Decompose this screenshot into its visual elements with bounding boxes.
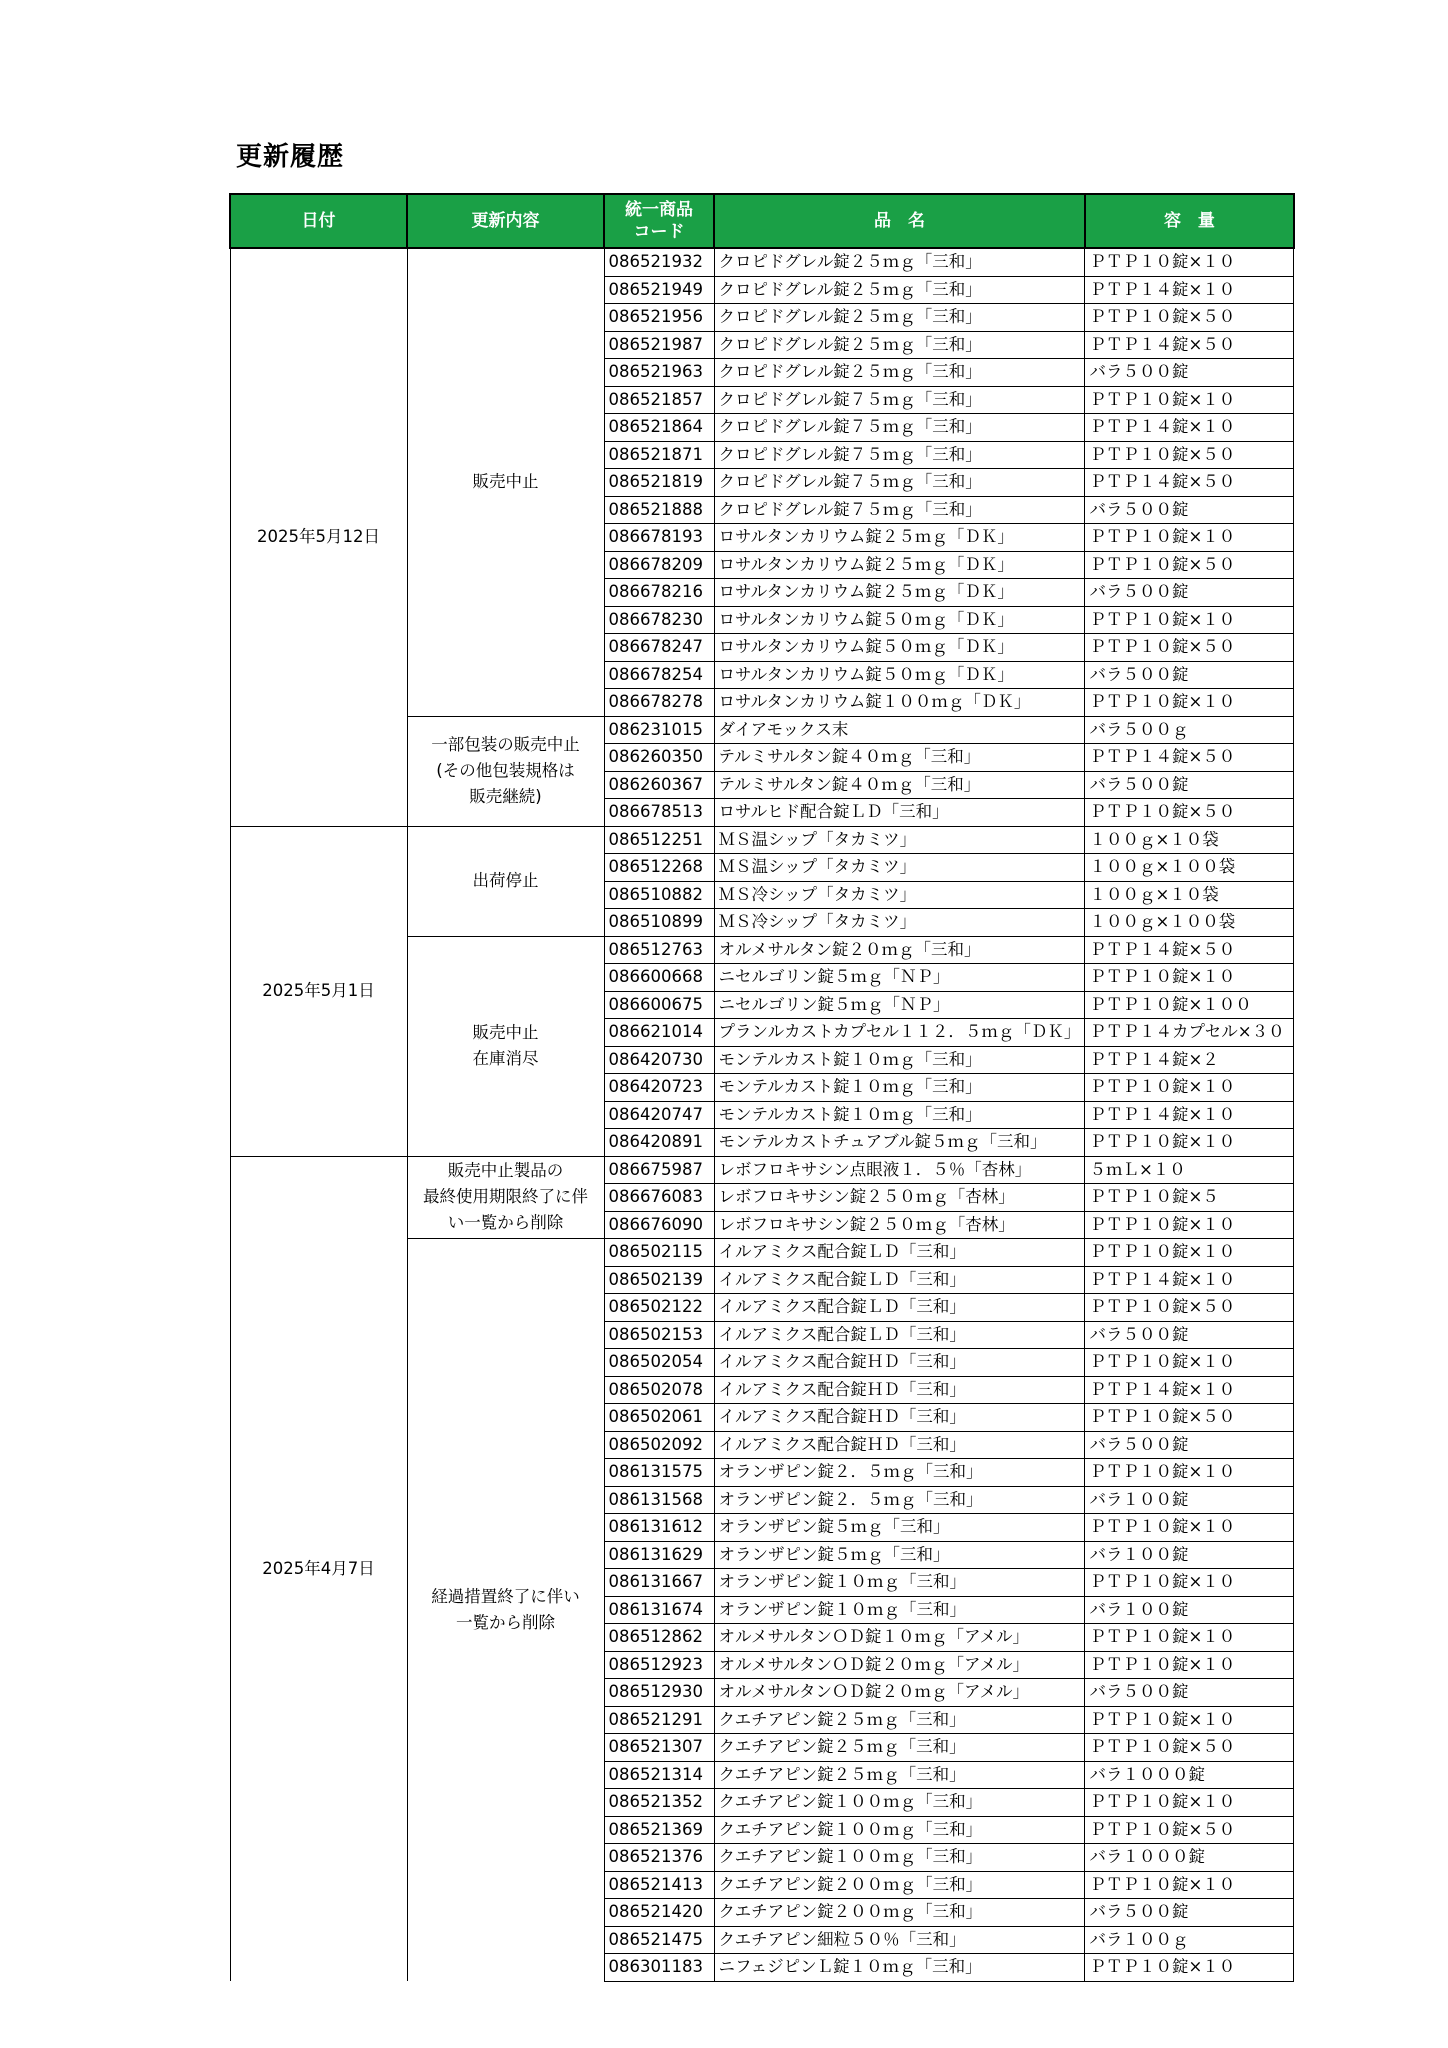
product-code: 086512862 xyxy=(604,1624,714,1652)
product-name: クエチアピン錠２００ｍｇ「三和」 xyxy=(714,1899,1085,1927)
product-code: 086521314 xyxy=(604,1761,714,1789)
product-code: 086502153 xyxy=(604,1321,714,1349)
product-capacity: ＰＴＰ１４錠×５０ xyxy=(1085,331,1294,359)
product-name: クエチアピン錠１００ｍｇ「三和」 xyxy=(714,1789,1085,1817)
product-code: 086521352 xyxy=(604,1789,714,1817)
product-name: モンテルカスト錠１０ｍｇ「三和」 xyxy=(714,1074,1085,1102)
product-capacity: ＰＴＰ１０錠×５０ xyxy=(1085,1816,1294,1844)
header-code-line1: 統一商品 xyxy=(625,200,693,220)
product-name: モンテルカスト錠１０ｍｇ「三和」 xyxy=(714,1101,1085,1129)
product-code: 086512923 xyxy=(604,1651,714,1679)
product-code: 086676090 xyxy=(604,1211,714,1239)
product-capacity: ＰＴＰ１４錠×１０ xyxy=(1085,1101,1294,1129)
product-name: オルメサルタンＯＤ錠２０ｍｇ「アメル」 xyxy=(714,1679,1085,1707)
table-header-row xyxy=(230,194,1294,248)
product-capacity: ＰＴＰ１０錠×５ xyxy=(1085,1184,1294,1212)
product-name: ロサルタンカリウム錠５０ｍｇ「ＤＫ」 xyxy=(714,634,1085,662)
product-code: 086131674 xyxy=(604,1596,714,1624)
update-content xyxy=(407,936,604,1156)
update-content-line: 一部包装の販売中止 xyxy=(431,735,580,754)
update-content-line: 販売中止製品の xyxy=(447,1161,564,1181)
product-code: 086521932 xyxy=(604,248,714,276)
update-content-line: 販売継続) xyxy=(469,787,542,806)
update-content xyxy=(407,1156,604,1239)
product-name: ロサルタンカリウム錠２５ｍｇ「ＤＫ」 xyxy=(714,524,1085,552)
product-capacity: ＰＴＰ１０錠×１００ xyxy=(1085,991,1294,1019)
product-capacity: ＰＴＰ１０錠×１０ xyxy=(1085,689,1294,717)
product-capacity: ＰＴＰ１０錠×１０ xyxy=(1085,1789,1294,1817)
product-name: ロサルタンカリウム錠２５ｍｇ「ＤＫ」 xyxy=(714,579,1085,607)
product-code: 086512268 xyxy=(604,854,714,882)
product-name: クロピドグレル錠７５ｍｇ「三和」 xyxy=(714,496,1085,524)
product-capacity: ＰＴＰ１０錠×１０ xyxy=(1085,1569,1294,1597)
product-name: イルアミクス配合錠ＨＤ「三和」 xyxy=(714,1431,1085,1459)
product-capacity: ＰＴＰ１０錠×１０ xyxy=(1085,1954,1294,1982)
product-name: クロピドグレル錠２５ｍｇ「三和」 xyxy=(714,248,1085,276)
product-name: イルアミクス配合錠ＬＤ「三和」 xyxy=(714,1239,1085,1267)
product-code: 086521987 xyxy=(604,331,714,359)
product-capacity: ＰＴＰ１４カプセル×３０ xyxy=(1085,1019,1294,1047)
product-name: イルアミクス配合錠ＬＤ「三和」 xyxy=(714,1294,1085,1322)
product-name: クロピドグレル錠２５ｍｇ「三和」 xyxy=(714,276,1085,304)
product-code: 086521307 xyxy=(604,1734,714,1762)
product-code: 086621014 xyxy=(604,1019,714,1047)
product-code: 086502139 xyxy=(604,1266,714,1294)
product-capacity: ＰＴＰ１０錠×５０ xyxy=(1085,1294,1294,1322)
product-capacity: ＰＴＰ１４錠×５０ xyxy=(1085,936,1294,964)
update-content-line: 販売中止 xyxy=(472,1023,539,1042)
product-code: 086510899 xyxy=(604,909,714,937)
product-capacity: バラ５００錠 xyxy=(1085,1899,1294,1927)
product-name: クロピドグレル錠２５ｍｇ「三和」 xyxy=(714,304,1085,332)
update-content xyxy=(407,826,604,936)
product-name: テルミサルタン錠４０ｍｇ「三和」 xyxy=(714,771,1085,799)
product-name: クエチアピン細粒５０％「三和」 xyxy=(714,1926,1085,1954)
update-history-table xyxy=(229,193,1295,1982)
product-code: 086502078 xyxy=(604,1376,714,1404)
product-capacity: ＰＴＰ１０錠×１０ xyxy=(1085,1239,1294,1267)
product-code: 086521956 xyxy=(604,304,714,332)
product-capacity: ＰＴＰ１０錠×５０ xyxy=(1085,799,1294,827)
product-name: モンテルカスト錠１０ｍｇ「三和」 xyxy=(714,1046,1085,1074)
product-name: クエチアピン錠１００ｍｇ「三和」 xyxy=(714,1844,1085,1872)
update-content xyxy=(407,716,604,826)
product-capacity: ＰＴＰ１０錠×１０ xyxy=(1085,1349,1294,1377)
product-capacity: ＰＴＰ１０錠×１０ xyxy=(1085,1074,1294,1102)
product-capacity: バラ１００錠 xyxy=(1085,1596,1294,1624)
product-capacity: バラ１００錠 xyxy=(1085,1486,1294,1514)
product-code: 086420723 xyxy=(604,1074,714,1102)
product-code: 086521413 xyxy=(604,1871,714,1899)
product-name: オランザピン錠２．５ｍｇ「三和」 xyxy=(714,1459,1085,1487)
product-name: テルミサルタン錠４０ｍｇ「三和」 xyxy=(714,744,1085,772)
product-code: 086131612 xyxy=(604,1514,714,1542)
product-capacity: ＰＴＰ１０錠×５０ xyxy=(1085,551,1294,579)
update-content-line: 出荷停止 xyxy=(472,871,539,890)
product-code: 086521369 xyxy=(604,1816,714,1844)
product-name: イルアミクス配合錠ＨＤ「三和」 xyxy=(714,1404,1085,1432)
update-content xyxy=(407,1239,604,1982)
product-name: オランザピン錠１０ｍｇ「三和」 xyxy=(714,1569,1085,1597)
product-code: 086678230 xyxy=(604,606,714,634)
product-code: 086521857 xyxy=(604,386,714,414)
header-name: 品 名 xyxy=(714,194,1085,248)
product-capacity: バラ５００錠 xyxy=(1085,579,1294,607)
product-name: クロピドグレル錠２５ｍｇ「三和」 xyxy=(714,331,1085,359)
product-capacity: バラ１０００錠 xyxy=(1085,1761,1294,1789)
product-code: 086521864 xyxy=(604,414,714,442)
product-capacity: バラ５００錠 xyxy=(1085,359,1294,387)
update-date: 2025年5月12日 xyxy=(230,248,407,826)
product-capacity: ＰＴＰ１０錠×１０ xyxy=(1085,1459,1294,1487)
product-name: ＭＳ冷シップ「タカミツ」 xyxy=(714,881,1085,909)
product-name: ＭＳ温シップ「タカミツ」 xyxy=(714,854,1085,882)
product-code: 086678193 xyxy=(604,524,714,552)
table-row xyxy=(230,1156,1294,1184)
product-capacity: バラ５００錠 xyxy=(1085,771,1294,799)
product-name: オランザピン錠２．５ｍｇ「三和」 xyxy=(714,1486,1085,1514)
product-code: 086131575 xyxy=(604,1459,714,1487)
product-name: ダイアモックス末 xyxy=(714,716,1085,744)
product-code: 086676083 xyxy=(604,1184,714,1212)
product-capacity: １００ｇ×１００袋 xyxy=(1085,854,1294,882)
product-code: 086678247 xyxy=(604,634,714,662)
product-capacity: ＰＴＰ１４錠×１０ xyxy=(1085,414,1294,442)
product-capacity: バラ５００錠 xyxy=(1085,1321,1294,1349)
product-name: クエチアピン錠１００ｍｇ「三和」 xyxy=(714,1816,1085,1844)
header-capacity: 容 量 xyxy=(1085,194,1294,248)
product-code: 086260367 xyxy=(604,771,714,799)
product-code: 086678278 xyxy=(604,689,714,717)
product-code: 086510882 xyxy=(604,881,714,909)
product-name: プランルカストカプセル１１２．５ｍｇ「ＤＫ」 xyxy=(714,1019,1085,1047)
product-name: ロサルタンカリウム錠５０ｍｇ「ＤＫ」 xyxy=(714,606,1085,634)
product-capacity: バラ５００錠 xyxy=(1085,1679,1294,1707)
product-code: 086521949 xyxy=(604,276,714,304)
product-code: 086521819 xyxy=(604,469,714,497)
update-content-line: 最終使用期限終了に伴 xyxy=(423,1187,588,1207)
product-code: 086678209 xyxy=(604,551,714,579)
product-code: 086521963 xyxy=(604,359,714,387)
header-code-line2: コード xyxy=(633,222,685,242)
update-content-line: 在庫消尽 xyxy=(472,1049,539,1068)
product-capacity: ＰＴＰ１４錠×１０ xyxy=(1085,1266,1294,1294)
product-name: レボフロキサシン点眼液１．５％「杏林」 xyxy=(714,1156,1085,1184)
product-name: オルメサルタンＯＤ錠２０ｍｇ「アメル」 xyxy=(714,1651,1085,1679)
product-code: 086678216 xyxy=(604,579,714,607)
product-name: レボフロキサシン錠２５０ｍｇ「杏林」 xyxy=(714,1184,1085,1212)
product-capacity: ＰＴＰ１０錠×１０ xyxy=(1085,964,1294,992)
product-capacity: バラ５００錠 xyxy=(1085,661,1294,689)
update-content-line: い一覧から削除 xyxy=(447,1213,564,1233)
product-code: 086600675 xyxy=(604,991,714,1019)
product-code: 086678254 xyxy=(604,661,714,689)
product-code: 086420891 xyxy=(604,1129,714,1157)
update-content-line: (その他包装規格は xyxy=(436,761,575,780)
product-name: クロピドグレル錠７５ｍｇ「三和」 xyxy=(714,441,1085,469)
product-name: ニセルゴリン錠５ｍｇ「ＮＰ」 xyxy=(714,991,1085,1019)
product-name: クロピドグレル錠７５ｍｇ「三和」 xyxy=(714,469,1085,497)
product-code: 086420747 xyxy=(604,1101,714,1129)
update-date: 2025年5月1日 xyxy=(230,826,407,1156)
product-code: 086502061 xyxy=(604,1404,714,1432)
product-code: 086301183 xyxy=(604,1954,714,1982)
product-name: ニフェジピンＬ錠１０ｍｇ「三和」 xyxy=(714,1954,1085,1982)
product-name: オランザピン錠５ｍｇ「三和」 xyxy=(714,1514,1085,1542)
product-name: クロピドグレル錠７５ｍｇ「三和」 xyxy=(714,386,1085,414)
product-code: 086521871 xyxy=(604,441,714,469)
product-capacity: ＰＴＰ１４錠×１０ xyxy=(1085,276,1294,304)
product-capacity: バラ１００錠 xyxy=(1085,1541,1294,1569)
product-code: 086600668 xyxy=(604,964,714,992)
product-capacity: ＰＴＰ１０錠×５０ xyxy=(1085,1404,1294,1432)
product-name: イルアミクス配合錠ＬＤ「三和」 xyxy=(714,1266,1085,1294)
table-body xyxy=(230,248,1294,1981)
product-name: ロサルタンカリウム錠５０ｍｇ「ＤＫ」 xyxy=(714,661,1085,689)
product-code: 086678513 xyxy=(604,799,714,827)
product-capacity: バラ１００ｇ xyxy=(1085,1926,1294,1954)
product-name: オルメサルタンＯＤ錠１０ｍｇ「アメル」 xyxy=(714,1624,1085,1652)
product-code: 086521376 xyxy=(604,1844,714,1872)
product-capacity: ＰＴＰ１０錠×１０ xyxy=(1085,1514,1294,1542)
product-capacity: ＰＴＰ１０錠×５０ xyxy=(1085,304,1294,332)
update-content-line: 販売中止 xyxy=(472,472,539,492)
product-code: 086231015 xyxy=(604,716,714,744)
product-capacity: ＰＴＰ１０錠×１０ xyxy=(1085,1211,1294,1239)
product-capacity: バラ５００錠 xyxy=(1085,496,1294,524)
product-name: クエチアピン錠２５ｍｇ「三和」 xyxy=(714,1706,1085,1734)
product-capacity: ＰＴＰ１０錠×１０ xyxy=(1085,248,1294,276)
product-capacity: １００ｇ×１００袋 xyxy=(1085,909,1294,937)
update-date: 2025年4月7日 xyxy=(230,1156,407,1981)
product-code: 086420730 xyxy=(604,1046,714,1074)
product-capacity: ＰＴＰ１４錠×２ xyxy=(1085,1046,1294,1074)
product-name: クエチアピン錠２００ｍｇ「三和」 xyxy=(714,1871,1085,1899)
product-name: ロサルタンカリウム錠１００ｍｇ「ＤＫ」 xyxy=(714,689,1085,717)
product-capacity: ＰＴＰ１０錠×１０ xyxy=(1085,1706,1294,1734)
page-title: 更新履歴 xyxy=(236,142,345,172)
product-capacity: １００ｇ×１０袋 xyxy=(1085,826,1294,854)
product-code: 086521475 xyxy=(604,1926,714,1954)
header-content: 更新内容 xyxy=(407,194,604,248)
product-capacity: １００ｇ×１０袋 xyxy=(1085,881,1294,909)
product-capacity: ５ｍＬ×１０ xyxy=(1085,1156,1294,1184)
product-capacity: ＰＴＰ１０錠×５０ xyxy=(1085,441,1294,469)
product-name: モンテルカストチュアブル錠５ｍｇ「三和」 xyxy=(714,1129,1085,1157)
product-code: 086521420 xyxy=(604,1899,714,1927)
product-capacity: ＰＴＰ１０錠×５０ xyxy=(1085,1734,1294,1762)
product-name: ニセルゴリン錠５ｍｇ「ＮＰ」 xyxy=(714,964,1085,992)
product-name: ＭＳ冷シップ「タカミツ」 xyxy=(714,909,1085,937)
product-code: 086131667 xyxy=(604,1569,714,1597)
product-capacity: バラ５００錠 xyxy=(1085,1431,1294,1459)
product-name: クロピドグレル錠２５ｍｇ「三和」 xyxy=(714,359,1085,387)
product-name: ロサルタンカリウム錠２５ｍｇ「ＤＫ」 xyxy=(714,551,1085,579)
product-code: 086512251 xyxy=(604,826,714,854)
product-code: 086512763 xyxy=(604,936,714,964)
product-capacity: バラ５００ｇ xyxy=(1085,716,1294,744)
product-code: 086521888 xyxy=(604,496,714,524)
product-capacity: ＰＴＰ１４錠×５０ xyxy=(1085,469,1294,497)
update-content-line: 一覧から削除 xyxy=(456,1613,555,1632)
product-code: 086131629 xyxy=(604,1541,714,1569)
product-name: クエチアピン錠２５ｍｇ「三和」 xyxy=(714,1734,1085,1762)
product-capacity: ＰＴＰ１０錠×１０ xyxy=(1085,386,1294,414)
product-capacity: ＰＴＰ１０錠×１０ xyxy=(1085,1624,1294,1652)
product-code: 086502122 xyxy=(604,1294,714,1322)
table-row xyxy=(230,826,1294,854)
product-capacity: ＰＴＰ１０錠×１０ xyxy=(1085,606,1294,634)
product-capacity: ＰＴＰ１０錠×１０ xyxy=(1085,524,1294,552)
product-name: レボフロキサシン錠２５０ｍｇ「杏林」 xyxy=(714,1211,1085,1239)
product-name: クロピドグレル錠７５ｍｇ「三和」 xyxy=(714,414,1085,442)
product-code: 086502115 xyxy=(604,1239,714,1267)
product-capacity: ＰＴＰ１０錠×５０ xyxy=(1085,634,1294,662)
product-name: ＭＳ温シップ「タカミツ」 xyxy=(714,826,1085,854)
product-capacity: ＰＴＰ１０錠×１０ xyxy=(1085,1129,1294,1157)
product-code: 086675987 xyxy=(604,1156,714,1184)
product-code: 086260350 xyxy=(604,744,714,772)
update-content xyxy=(407,248,604,716)
product-name: イルアミクス配合錠ＨＤ「三和」 xyxy=(714,1349,1085,1377)
product-name: オランザピン錠５ｍｇ「三和」 xyxy=(714,1541,1085,1569)
update-content-line: 経過措置終了に伴い xyxy=(431,1587,580,1606)
product-name: オルメサルタン錠２０ｍｇ「三和」 xyxy=(714,936,1085,964)
product-capacity: ＰＴＰ１０錠×１０ xyxy=(1085,1651,1294,1679)
table-row xyxy=(230,248,1294,276)
product-name: オランザピン錠１０ｍｇ「三和」 xyxy=(714,1596,1085,1624)
product-name: イルアミクス配合錠ＬＤ「三和」 xyxy=(714,1321,1085,1349)
product-name: クエチアピン錠２５ｍｇ「三和」 xyxy=(714,1761,1085,1789)
header-date: 日付 xyxy=(230,194,407,248)
product-name: ロサルヒド配合錠ＬＤ「三和」 xyxy=(714,799,1085,827)
header-code xyxy=(604,194,714,248)
product-code: 086521291 xyxy=(604,1706,714,1734)
product-code: 086512930 xyxy=(604,1679,714,1707)
product-capacity: バラ１０００錠 xyxy=(1085,1844,1294,1872)
product-code: 086131568 xyxy=(604,1486,714,1514)
product-code: 086502092 xyxy=(604,1431,714,1459)
product-capacity: ＰＴＰ１４錠×５０ xyxy=(1085,744,1294,772)
product-capacity: ＰＴＰ１４錠×１０ xyxy=(1085,1376,1294,1404)
product-code: 086502054 xyxy=(604,1349,714,1377)
product-name: イルアミクス配合錠ＨＤ「三和」 xyxy=(714,1376,1085,1404)
product-capacity: ＰＴＰ１０錠×１０ xyxy=(1085,1871,1294,1899)
